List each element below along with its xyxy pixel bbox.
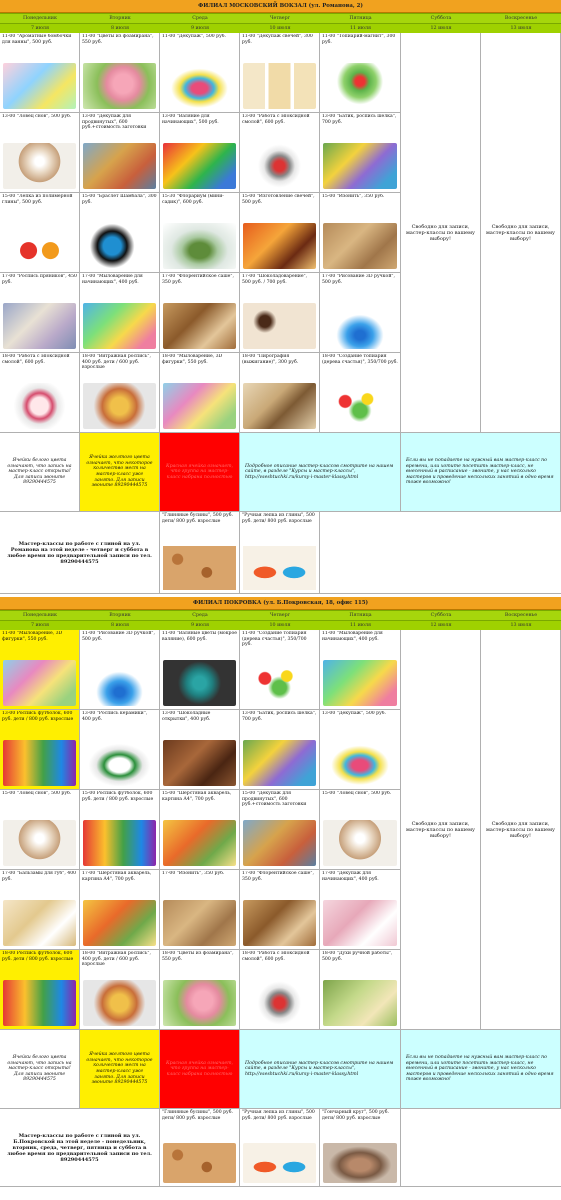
class-photo <box>83 223 156 269</box>
class-cell[interactable]: 13-00 Роспись футболок, 600 руб. дети / 800 руб. взрослые <box>0 710 79 790</box>
class-photo <box>3 980 76 1026</box>
legend-row <box>0 433 561 512</box>
free-slot-saturday[interactable]: Свободно для записи, мастер-классы по вашему выбору! <box>401 33 481 433</box>
clay-class-cell[interactable]: "Ручная лепка из глины", 500 руб. дети/ 800 руб. взрослые <box>240 1109 320 1186</box>
class-photo <box>323 900 397 946</box>
clay-photo <box>243 1143 316 1183</box>
clay-row <box>0 1109 561 1187</box>
class-cell[interactable]: 17-00 "Роспись пряников", 450 руб. <box>0 273 79 353</box>
free-slot-sunday[interactable]: Свободно для записи, мастер-классы по вашему выбору! <box>481 630 561 1030</box>
class-photo <box>323 980 397 1026</box>
clay-empty <box>401 1109 561 1186</box>
weekday: Воскресенье <box>504 613 538 618</box>
class-cell[interactable]: 17-00 "Бальзамы для губ", 400 руб. <box>0 870 79 950</box>
branch-pokrovka <box>0 597 561 1187</box>
class-photo <box>3 740 76 786</box>
clay-class-cell[interactable]: "Глиняные бусины", 500 руб. дети/ 800 руб. взрослые <box>160 512 240 593</box>
class-cell[interactable]: 18-00 "Мыловарение, 3D фигурки", 550 руб. <box>160 353 239 433</box>
class-photo <box>243 223 316 269</box>
free-slot-sunday[interactable]: Свободно для записи, мастер-классы по вашему выбору! <box>481 33 561 433</box>
date: 10 июля <box>269 623 291 628</box>
class-cell[interactable]: 11-00 "Создание топиария (дерева счастья)", 350/700 руб. <box>240 630 319 710</box>
class-photo <box>83 303 156 349</box>
class-photo <box>323 383 397 429</box>
class-photo <box>83 740 156 786</box>
class-photo <box>163 740 236 786</box>
class-cell[interactable]: 13-00 "Батик, роспись шелка", 700 руб. <box>240 710 319 790</box>
class-cell[interactable]: 18-00 "Работа с эпоксидной смолой", 600 руб. <box>240 950 319 1030</box>
class-cell[interactable]: 11-00 "Мыловарение, 3D фигурки", 550 руб. <box>0 630 79 710</box>
weekday: Воскресенье <box>504 16 538 21</box>
legend-white: Ячейки белого цвета означают, что запись на мастер-класс открыта! Для записи звоните 89290444575 <box>0 1030 80 1108</box>
class-cell[interactable]: 11-00 "Цветы из фоамирана", 550 руб. <box>80 33 159 113</box>
date: 9 июля <box>190 623 210 628</box>
class-cell[interactable]: 15-30 "Флорариум (мини-садик)", 600 руб. <box>160 193 239 273</box>
class-cell[interactable]: 13-00 "Валяние для начинающих", 500 руб. <box>160 113 239 193</box>
legend-red: Красная ячейка означает, что группа на мастер-класс набрана полностью <box>160 433 240 511</box>
class-cell[interactable]: 18-00 "Создание топиария (дерева счастья)", 350/700 руб. <box>320 353 400 433</box>
date-header-row <box>0 620 561 630</box>
class-photo <box>83 143 156 189</box>
class-photo <box>3 383 76 429</box>
clay-empty <box>320 512 561 593</box>
class-photo <box>163 303 236 349</box>
clay-class-cell[interactable]: "Глиняные бусины", 500 руб. дети/ 800 руб. взрослые <box>160 1109 240 1186</box>
class-cell[interactable]: 13-00 "Роспись керамики", 400 руб. <box>80 710 159 790</box>
clay-photo <box>323 1143 397 1183</box>
class-cell[interactable]: 11-00 "Рисование 3D ручкой", 500 руб. <box>80 630 159 710</box>
class-photo <box>3 820 76 866</box>
class-cell[interactable]: 11-00 "Ароматные бомбочки для ванны", 500 руб. <box>0 33 79 113</box>
class-photo <box>243 820 316 866</box>
class-photo <box>163 900 236 946</box>
class-cell[interactable]: 11-00 "Декупаж свечей", 300 руб. <box>240 33 319 113</box>
clay-note: Мастер-классы по работе с глиной на ул. Романова на этой неделе - четверг и суббота в любое время по предварительной записи по тел. 89290444575 <box>0 512 160 593</box>
weekday: Суббота <box>430 613 452 618</box>
clay-note: Мастер-классы по работе с глиной на ул. Б.Покровской на этой неделе - понедельник, вторник, среда, четверг, пятница и суббота в любое время по предварительной записи по тел. 89290444575 <box>0 1109 160 1186</box>
class-photo <box>323 740 397 786</box>
weekday: Суббота <box>430 16 452 21</box>
class-photo <box>323 223 397 269</box>
class-cell[interactable]: 15-00 "Изготовление свечей", 500 руб. <box>240 193 319 273</box>
legend-site-link[interactable]: Подробное описание мастер-классов смотрите на нашем сайте, в разделе "Курсы и мастер-классы", http://vseshtuchki.ru/kursy-i-master-klassy.html <box>240 1030 401 1108</box>
class-cell[interactable]: 13-00 "Декупаж", 500 руб. <box>320 710 400 790</box>
legend-row <box>0 1030 561 1109</box>
class-cell[interactable]: 11-00 "Топиарий-магнит", 300 руб. <box>320 33 400 113</box>
class-cell[interactable]: 13-00 "Работа с эпоксидной смолой", 600 руб. <box>240 113 319 193</box>
class-cell[interactable]: 15-00 "Лепка из полимерной глины", 500 руб. <box>0 193 79 273</box>
class-photo <box>243 900 316 946</box>
class-cell[interactable]: 15-00 Роспись футболок, 600 руб. дети / 800 руб. взрослые <box>80 790 159 870</box>
date: 13 июля <box>510 26 532 31</box>
class-cell[interactable]: 18-00 "Пирография (выжигание)", 300 руб. <box>240 353 319 433</box>
class-photo <box>83 660 156 706</box>
class-photo <box>163 223 236 269</box>
class-photo <box>83 383 156 429</box>
class-photo <box>83 900 156 946</box>
class-cell[interactable]: 17-00 "Изонить", 350 руб. <box>160 870 239 950</box>
schedule-grid <box>0 630 561 1030</box>
class-cell[interactable]: 18-00 "Витражная роспись", 400 руб. дети / 600 руб. взрослые <box>80 353 159 433</box>
class-cell[interactable]: 18-00 "Работа с эпоксидной смолой", 600 руб. <box>0 353 79 433</box>
class-cell[interactable]: 15-00 "Ловец снов", 500 руб. <box>320 790 400 870</box>
class-cell[interactable]: 11-00 "Декупаж", 500 руб. <box>160 33 239 113</box>
class-photo <box>323 63 397 109</box>
date: 12 июля <box>430 623 452 628</box>
class-cell[interactable]: 17-00 "Флорентийское саше", 350 руб. <box>160 273 239 353</box>
class-cell[interactable]: 17-00 "Рисование 3D ручкой", 500 руб. <box>320 273 400 353</box>
class-cell[interactable]: 15-00 "Декупаж для продвинутых", 600 руб.+стоимость заготовки <box>240 790 319 870</box>
class-photo <box>243 63 316 109</box>
weekday: Четверг <box>269 16 291 21</box>
date: 13 июля <box>510 623 532 628</box>
class-photo <box>3 303 76 349</box>
weekday: Пятница <box>349 16 372 21</box>
weekday: Четверг <box>269 613 291 618</box>
class-photo <box>323 303 397 349</box>
legend-site-link[interactable]: Подробное описание мастер-классов смотрите на нашем сайте, в разделе "Курсы и мастер-классы", http://vseshtuchki.ru/kursy-i-master-klassy.html <box>240 433 401 511</box>
date: 12 июля <box>430 26 452 31</box>
class-photo <box>243 303 316 349</box>
class-photo <box>3 223 76 269</box>
class-cell[interactable]: 17-00 "Мыловарение для начинающих", 400 руб. <box>80 273 159 353</box>
class-cell[interactable]: 18-00 "Цветы из фоамирана", 550 руб. <box>160 950 239 1030</box>
legend-white: Ячейки белого цвета означают, что запись на мастер-класс открыта! Для записи звоните 89290444575 <box>0 433 80 511</box>
date: 8 июля <box>110 26 130 31</box>
class-cell[interactable]: 15-00 "Шерстяная акварель, картина А4", 700 руб. <box>160 790 239 870</box>
class-photo <box>243 980 316 1026</box>
class-photo <box>323 660 397 706</box>
class-photo <box>163 980 236 1026</box>
free-slot-saturday[interactable]: Свободно для записи, мастер-классы по вашему выбору! <box>401 630 481 1030</box>
class-cell[interactable]: 17-00 "Шоколадоварение", 500 руб. / 700 руб. <box>240 273 319 353</box>
clay-class-cell[interactable]: "Ручная лепка из глины", 500 руб. дети/ 800 руб. взрослые <box>240 512 320 593</box>
class-cell[interactable]: 18-00 "Духи ручной работы", 500 руб. <box>320 950 400 1030</box>
class-photo <box>323 143 397 189</box>
class-photo <box>163 63 236 109</box>
class-photo <box>243 383 316 429</box>
branch-title: ФИЛИАЛ ПОКРОВКА (ул. Б.Покровская, 18, офис 115) <box>0 597 561 610</box>
weekday-header-row <box>0 610 561 620</box>
date-header-row <box>0 23 561 33</box>
class-photo <box>3 63 76 109</box>
class-photo <box>243 740 316 786</box>
weekday: Вторник <box>109 613 131 618</box>
class-cell[interactable]: 11-00 "Валяные цветы (мокрое валяние), 600 руб. <box>160 630 239 710</box>
legend-yellow: Ячейка желтого цвета означает, что некоторое количество мест на мастер-класс уже занято. Для записи звоните 89290444575 <box>80 1030 160 1108</box>
date: 7 июля <box>30 623 50 628</box>
class-photo <box>3 900 76 946</box>
date: 11 июля <box>349 623 372 628</box>
weekday: Пятница <box>349 613 372 618</box>
weekday: Среда <box>192 613 208 618</box>
weekday-header-row <box>0 13 561 23</box>
class-cell[interactable]: 15-00 "Браслет Шамбала", 300 руб. <box>80 193 159 273</box>
class-cell[interactable]: 17-00 "Флорентийское саше", 350 руб. <box>240 870 319 950</box>
date: 8 июля <box>110 623 130 628</box>
date: 9 июля <box>190 26 210 31</box>
class-photo <box>83 980 156 1026</box>
schedule-grid <box>0 33 561 433</box>
weekday: Вторник <box>109 16 131 21</box>
class-cell[interactable]: 11-00 "Мыловарение для начинающих", 400 руб. <box>320 630 400 710</box>
branch-moskovsky <box>0 0 561 594</box>
clay-photo <box>163 1143 236 1183</box>
class-cell[interactable]: 17-00 "Декупаж для начинающих", 400 руб. <box>320 870 400 950</box>
class-cell[interactable]: 15-00 "Изонить", 350 руб. <box>320 193 400 273</box>
clay-photo <box>163 546 236 590</box>
class-photo <box>163 143 236 189</box>
class-photo <box>83 820 156 866</box>
branch-title: ФИЛИАЛ МОСКОВСКИЙ ВОКЗАЛ (ул. Романова, 2) <box>0 0 561 13</box>
date: 11 июля <box>349 26 372 31</box>
class-photo <box>163 383 236 429</box>
date: 10 июля <box>269 26 291 31</box>
class-photo <box>323 820 397 866</box>
clay-photo <box>243 546 316 590</box>
class-cell[interactable]: 18-00 "Витражная роспись", 400 руб. дети / 600 руб. взрослые <box>80 950 159 1030</box>
class-photo <box>243 660 316 706</box>
legend-red: Красная ячейка означает, что группа на мастер-класс набрана полностью <box>160 1030 240 1108</box>
clay-row <box>0 512 561 594</box>
legend-custom-booking: Если вы не попадаете на нужный вам мастер-класс по времени, или хотите посетить мастер-класс, не внесенный в расписание - звоните, у нас несколько мастеров и проведение нескольких занятий в одно время тоже возможно! <box>401 1030 561 1108</box>
class-photo <box>163 820 236 866</box>
class-photo <box>243 143 316 189</box>
class-cell[interactable]: 17-00 "Шерстяная акварель, картина А4", 700 руб. <box>80 870 159 950</box>
class-photo <box>3 660 76 706</box>
class-cell[interactable]: 13-00 "Ловец снов", 500 руб. <box>0 113 79 193</box>
weekday: Среда <box>192 16 208 21</box>
class-photo <box>3 143 76 189</box>
weekday: Понедельник <box>23 16 57 21</box>
legend-yellow: Ячейка желтого цвета означает, что некоторое количество мест на мастер-класс уже занято. Для записи звоните 89290444575 <box>80 433 160 511</box>
class-cell[interactable]: 15-00 "Ловец снов", 500 руб. <box>0 790 79 870</box>
class-cell[interactable]: 13-00 "Батик, роспись шелка", 700 руб. <box>320 113 400 193</box>
clay-class-cell[interactable]: "Гончарный круг", 500 руб. дети/ 800 руб. взрослые <box>320 1109 401 1186</box>
weekday: Понедельник <box>23 613 57 618</box>
class-photo <box>83 63 156 109</box>
class-cell[interactable]: 18-00 Роспись футболок, 600 руб. дети / 800 руб. взрослые <box>0 950 79 1030</box>
legend-custom-booking: Если вы не попадаете на нужный вам мастер-класс по времени, или хотите посетить мастер-класс, не внесенный в расписание - звоните, у нас несколько мастеров и проведение нескольких занятий в одно время тоже возможно! <box>401 433 561 511</box>
class-photo <box>163 660 236 706</box>
class-cell[interactable]: 13-00 "Декупаж для продвинутых", 600 руб.+стоимость заготовки <box>80 113 159 193</box>
class-cell[interactable]: 13-00 "Шоколадные открытки", 400 руб. <box>160 710 239 790</box>
date: 7 июля <box>30 26 50 31</box>
